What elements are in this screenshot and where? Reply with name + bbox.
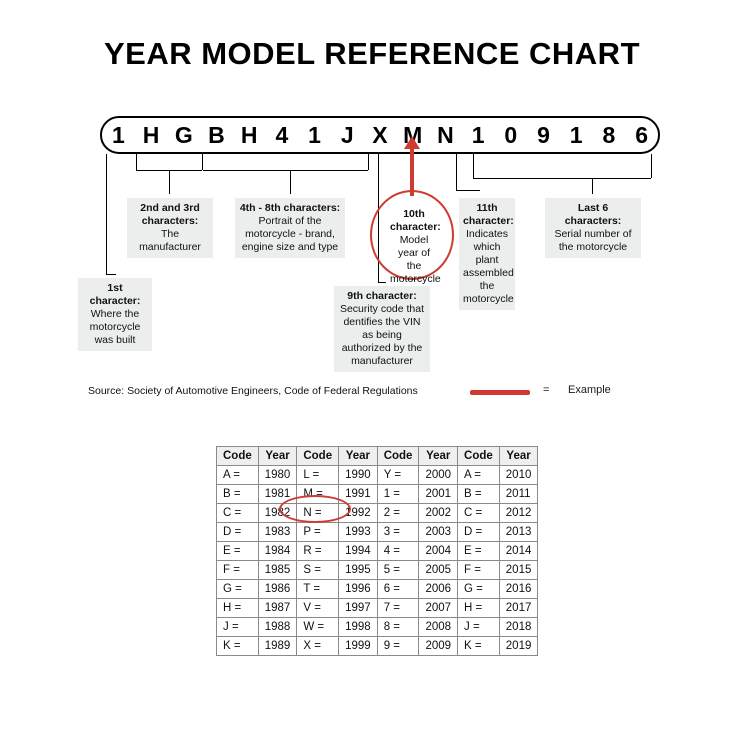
table-row [217, 618, 538, 637]
code-cell: 1 = [377, 485, 419, 504]
year-cell: 2004 [419, 542, 458, 561]
year-cell: 1997 [339, 599, 378, 618]
table-body [217, 466, 538, 656]
callout-heading: 2nd and 3rd characters: [140, 202, 200, 227]
callout-last-six-characters [545, 198, 641, 258]
callout-second-third-characters [127, 198, 213, 258]
code-cell: 4 = [377, 542, 419, 561]
callout-body: Serial number of the motorcycle [554, 228, 632, 253]
callout-heading: 1st character: [89, 282, 141, 307]
column-header: Code [217, 447, 259, 466]
year-cell: 2001 [419, 485, 458, 504]
year-cell: 2000 [419, 466, 458, 485]
code-cell: 8 = [377, 618, 419, 637]
vin-char: X [372, 122, 388, 148]
year-cell: 1988 [258, 618, 297, 637]
code-cell: J = [458, 618, 500, 637]
code-cell: 2 = [377, 504, 419, 523]
table-row [217, 561, 538, 580]
code-cell: D = [217, 523, 259, 542]
vin-char: 9 [537, 122, 550, 148]
year-cell: 2013 [499, 523, 538, 542]
table-row [217, 542, 538, 561]
year-cell: 2018 [499, 618, 538, 637]
callout-body: Security code that dentifies the VIN as being authorized by the manufacturer [339, 303, 425, 367]
callout-body: Indicates which plant assembled the motorcycle [463, 228, 514, 305]
callout-body: Where the motorcycle was built [89, 308, 141, 346]
code-cell: 6 = [377, 580, 419, 599]
year-cell: 2015 [499, 561, 538, 580]
legend-equals: = [543, 384, 550, 396]
vin-char: 1 [111, 122, 125, 148]
vin-char: 1 [569, 122, 583, 148]
vin-char: G [174, 122, 193, 148]
leader-line [378, 282, 386, 283]
code-cell: S = [297, 561, 339, 580]
code-cell: C = [458, 504, 500, 523]
year-cell: 2010 [499, 466, 538, 485]
code-cell: P = [297, 523, 339, 542]
vin-char: 4 [275, 122, 289, 148]
year-cell: 1994 [339, 542, 378, 561]
code-cell: F = [217, 561, 259, 580]
callout-heading: 9th character: [347, 290, 417, 302]
year-cell: 2008 [419, 618, 458, 637]
code-cell: A = [217, 466, 259, 485]
leader-line [651, 154, 652, 178]
vin-char: H [240, 122, 258, 148]
leader-line [169, 170, 170, 194]
callout-heading: 10th character: [390, 208, 441, 233]
year-cell: 2002 [419, 504, 458, 523]
leader-line [456, 190, 480, 191]
code-cell: T = [297, 580, 339, 599]
callout-body: Portrait of the motorcycle - brand, engine size and type [241, 215, 339, 253]
year-cell: 1984 [258, 542, 297, 561]
code-cell: B = [458, 485, 500, 504]
code-cell: K = [458, 637, 500, 656]
callout-eleventh-character [459, 198, 515, 310]
table-header-row [217, 447, 538, 466]
year-cell: 1986 [258, 580, 297, 599]
year-cell: 1989 [258, 637, 297, 656]
code-cell: K = [217, 637, 259, 656]
table-row [217, 523, 538, 542]
year-cell: 1995 [339, 561, 378, 580]
year-cell: 2006 [419, 580, 458, 599]
table-row [217, 637, 538, 656]
code-cell: N = [297, 504, 339, 523]
leader-line [473, 154, 474, 178]
vin-char: N [437, 122, 454, 148]
code-cell: 7 = [377, 599, 419, 618]
year-cell: 2011 [499, 485, 538, 504]
leader-line [592, 178, 593, 194]
year-cell: 2019 [499, 637, 538, 656]
page-title: YEAR MODEL REFERENCE CHART [103, 36, 641, 71]
vin-box [100, 116, 660, 154]
callout-body: The manufacturer [139, 228, 201, 253]
callout-fourth-eighth-characters [235, 198, 345, 258]
code-cell: D = [458, 523, 500, 542]
code-cell: H = [217, 599, 259, 618]
code-cell: E = [458, 542, 500, 561]
code-cell: A = [458, 466, 500, 485]
vin-char: 1 [471, 122, 485, 148]
legend-label: Example [568, 384, 611, 396]
year-cell: 1998 [339, 618, 378, 637]
code-cell: F = [458, 561, 500, 580]
code-cell: X = [297, 637, 339, 656]
vin-char: 0 [504, 122, 518, 148]
code-cell: E = [217, 542, 259, 561]
year-cell: 1982 [258, 504, 297, 523]
column-header: Code [458, 447, 500, 466]
callout-heading: 11th character: [463, 202, 514, 227]
leader-line [290, 170, 291, 194]
vin-char: M [403, 122, 423, 148]
column-header: Year [339, 447, 378, 466]
leader-line [106, 274, 116, 275]
code-cell: Y = [377, 466, 419, 485]
callout-first-character [78, 278, 152, 351]
table-row [217, 580, 538, 599]
vin-char: H [142, 122, 160, 148]
vin-char: 1 [308, 122, 321, 148]
table-row [217, 504, 538, 523]
column-header: Year [419, 447, 458, 466]
year-cell: 1996 [339, 580, 378, 599]
year-cell: 2017 [499, 599, 538, 618]
vin-char: B [208, 122, 225, 148]
code-cell: G = [458, 580, 500, 599]
leader-line [202, 154, 203, 170]
year-cell: 2016 [499, 580, 538, 599]
year-cell: 1999 [339, 637, 378, 656]
code-cell: R = [297, 542, 339, 561]
column-header: Code [377, 447, 419, 466]
year-cell: 1991 [339, 485, 378, 504]
year-cell: 1983 [258, 523, 297, 542]
code-cell: J = [217, 618, 259, 637]
callout-ninth-character [334, 286, 430, 372]
callout-tenth-character [386, 204, 442, 290]
code-cell: L = [297, 466, 339, 485]
source-note: Source: Society of Automotive Engineers, Code of Federal Regulations [88, 385, 418, 397]
code-cell: B = [217, 485, 259, 504]
year-cell: 1993 [339, 523, 378, 542]
leader-line [106, 154, 107, 274]
callout-heading: 4th - 8th characters: [239, 202, 341, 214]
year-cell: 2007 [419, 599, 458, 618]
year-cell: 2005 [419, 561, 458, 580]
legend-color-swatch [470, 390, 530, 395]
year-cell: 2012 [499, 504, 538, 523]
year-cell: 2009 [419, 637, 458, 656]
table-row [217, 599, 538, 618]
year-cell: 1992 [339, 504, 378, 523]
code-cell: M = [297, 485, 339, 504]
leader-line [473, 178, 651, 179]
year-cell: 2014 [499, 542, 538, 561]
leader-line [203, 170, 368, 171]
column-header: Year [499, 447, 538, 466]
example-arrow-icon [410, 148, 414, 196]
year-cell: 1987 [258, 599, 297, 618]
year-cell: 2003 [419, 523, 458, 542]
code-cell: V = [297, 599, 339, 618]
code-cell: G = [217, 580, 259, 599]
code-cell: 3 = [377, 523, 419, 542]
year-cell: 1980 [258, 466, 297, 485]
code-cell: H = [458, 599, 500, 618]
leader-line [368, 154, 369, 170]
callout-heading: Last 6 characters: [564, 202, 622, 227]
table-row [217, 466, 538, 485]
year-cell: 1985 [258, 561, 297, 580]
leader-line [456, 154, 457, 190]
code-cell: 5 = [377, 561, 419, 580]
vin-char: 6 [635, 122, 648, 148]
year-code-table [216, 446, 538, 656]
code-cell: C = [217, 504, 259, 523]
callout-body: Model year of the motorcycle [390, 234, 441, 285]
code-cell: W = [297, 618, 339, 637]
table-row [217, 485, 538, 504]
code-cell: 9 = [377, 637, 419, 656]
year-cell: 1990 [339, 466, 378, 485]
vin-char: 8 [602, 122, 616, 148]
column-header: Year [258, 447, 297, 466]
vin-char: J [340, 122, 354, 148]
column-header: Code [297, 447, 339, 466]
year-cell: 1981 [258, 485, 297, 504]
leader-line [136, 154, 137, 170]
vin-display [100, 116, 660, 154]
